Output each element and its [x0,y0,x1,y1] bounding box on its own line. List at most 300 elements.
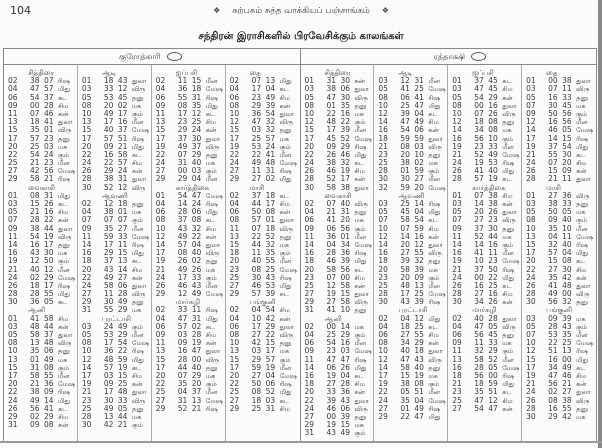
day: 01 [8,190,18,200]
day: 06 [155,92,166,102]
vinadi: 18 [414,346,424,356]
nazhigai: 29 [103,248,114,258]
day: 10 [378,223,388,233]
rasi: மீன [502,249,514,258]
day: 08 [155,215,166,225]
vinadi: 03 [191,166,202,176]
vinadi: 29 [117,330,128,339]
vinadi: 33 [562,92,572,102]
day: 08 [229,215,240,225]
nazhigai: 29 [251,354,262,364]
nazhigai: 14 [474,239,484,249]
vinadi: 29 [191,149,202,159]
nazhigai: 47 [474,84,484,94]
month-heading: சித்திரை [28,69,55,77]
nazhigai: 29 [103,166,114,176]
day: 03 [304,84,315,94]
vinadi: 52 [488,354,498,364]
day: 14 [452,239,462,249]
nazhigai: 36 [177,84,188,94]
vinadi: 54 [265,305,276,315]
day: 19 [526,141,536,151]
rasi: துலா [205,347,221,356]
rasi: மீன [131,118,144,127]
rasi: மக [205,265,216,274]
nazhigai: 04 [400,313,410,323]
vinadi: 55 [414,248,424,258]
day: 24 [526,272,536,282]
vinadi: 07 [44,76,54,86]
vinadi: 25 [488,280,498,290]
rasi: சிம [58,314,69,323]
day: 26 [526,280,536,290]
nazhigai: 00 [326,411,337,421]
nazhigai: 33 [177,305,188,315]
day: 22 [229,379,240,389]
day: 17 [526,362,536,372]
nazhigai: 54 [400,125,410,135]
day: 29 [229,174,240,184]
rasi: ரிஷ [502,371,515,380]
nazhigai: 27 [548,190,558,200]
nazhigai: 20 [103,100,114,110]
day: 03 [81,321,92,331]
rasi: மேஷ [576,232,594,241]
nazhigai: 51 [548,346,558,356]
nazhigai: 18 [474,117,484,127]
column [374,65,448,441]
year-header [4,49,300,65]
day: 04 [304,330,315,339]
rasi: மேஷ [205,191,223,200]
month-heading: தை [249,69,261,77]
day: 02 [81,199,92,208]
day: 24 [229,158,240,168]
nazhigai: 43 [326,428,337,438]
day: 19 [8,256,18,266]
day: 09 [452,223,462,233]
vinadi: 30 [562,149,572,159]
vinadi: 49 [191,289,202,299]
rasi: சிம [354,380,365,389]
vinadi: 05 [562,207,572,217]
nazhigai: 07 [177,370,188,380]
vinadi: 16 [488,289,498,299]
day: 10 [378,100,388,110]
rasi: தனு [428,363,441,372]
vinadi: 22 [488,272,498,282]
rasi: கன் [354,281,365,290]
day: 06 [155,207,166,217]
vinadi: 42 [562,411,572,421]
nazhigai: 13 [30,338,40,348]
day: 20 [81,141,92,151]
rasi: மேஷ [58,167,76,176]
vinadi: 15 [340,289,351,299]
vinadi: 38 [340,182,351,192]
day: 04 [81,207,92,217]
day: 17 [155,248,166,258]
nazhigai: 49 [177,264,188,274]
vinadi: 55 [414,330,424,339]
columns [301,65,597,441]
nazhigai: 57 [177,239,188,249]
vinadi: 19 [265,362,276,372]
vinadi: 29 [414,338,424,348]
vinadi: 35 [265,248,276,258]
nazhigai: 28 [548,321,558,331]
vinadi: 00 [488,370,498,380]
table-row [301,184,374,192]
vinadi: 18 [117,199,128,208]
month-heading: மார்கழி [472,306,497,315]
nazhigai: 39 [400,108,410,118]
month-heading: ஐப்பசி [175,69,198,77]
nazhigai: 27 [251,370,262,380]
vinadi: 06 [414,125,424,135]
nazhigai: 52 [177,403,188,413]
day: 24 [8,272,18,282]
day: 03 [8,321,18,331]
day: 30 [526,411,536,421]
nazhigai: 56 [30,403,40,413]
nazhigai: 00 [548,76,558,86]
rasi: கன் [279,101,291,110]
nazhigai: 35 [30,346,40,356]
vinadi: 17 [44,239,54,249]
day: 16 [304,248,315,258]
vinadi: 43 [414,354,424,364]
vinadi: 02 [191,321,202,331]
day: 05 [378,84,388,94]
nazhigai: 49 [177,231,188,241]
vinadi: 47 [340,354,351,364]
vinadi: 25 [265,264,276,274]
rasi: கும் [502,134,514,143]
vinadi: 05 [44,297,54,307]
rasi: மிது [354,363,367,372]
nazhigai: 12 [326,280,337,290]
vinadi: 45 [488,76,498,86]
nazhigai: 31 [177,395,188,405]
rasi: மேஷ [354,347,372,356]
day: 18 [304,379,315,389]
nazhigai: 56 [548,297,558,307]
rasi: விரு [502,109,516,118]
vinadi: 44 [488,231,498,241]
day: 24 [526,158,536,168]
day: 24 [155,158,166,168]
rasi: ரிஷ [131,240,144,249]
rasi: மிது [576,249,589,258]
nazhigai: 52 [103,182,114,192]
vinadi: 37 [191,141,202,151]
nazhigai: 03 [251,346,262,356]
nazhigai: 42 [30,166,40,176]
nazhigai: 16 [30,239,40,249]
nazhigai: 28 [177,207,188,217]
nazhigai: 17 [326,125,337,135]
day: 15 [229,239,240,249]
nazhigai: 07 [30,108,40,118]
vinadi: 25 [562,338,572,348]
rasi: தனு [131,404,144,413]
day: 22 [229,149,240,159]
vinadi: 49 [562,362,572,372]
day: 24 [8,395,18,405]
rasi: மீன [131,224,144,233]
vinadi: 29 [488,92,498,102]
nazhigai: 38 [326,158,337,168]
day: 09 [304,346,315,356]
rasi: கும் [428,380,440,389]
day: 17 [229,133,240,143]
nazhigai: 29 [251,100,262,110]
vinadi: 56 [562,108,572,118]
rasi: கட [279,396,289,405]
day: 09 [8,223,18,233]
vinadi: 43 [562,321,572,331]
day: 09 [155,100,166,110]
nazhigai: 08 [251,387,262,397]
rasi: துலா [428,134,443,143]
day: 16 [8,248,18,258]
rasi: மக [502,126,512,135]
rasi: மிது [58,396,71,405]
month-heading: ஆவணி [398,191,425,200]
nazhigai: 59 [103,231,114,241]
rasi: கன் [58,109,69,118]
rasi: மிது [131,355,144,364]
nazhigai: 36 [251,108,262,118]
vinadi: 32 [265,125,276,135]
day: 02 [304,199,315,208]
vinadi: 04 [340,370,351,380]
vinadi: 47 [191,190,202,200]
nazhigai: 03 [251,125,262,135]
rasi: மக [576,314,586,323]
vinadi: 57 [117,158,128,168]
rasi: கன் [279,314,291,323]
vinadi: 18 [265,223,276,233]
rasi: ரிஷ [58,388,70,397]
vinadi: 20 [562,158,572,168]
diamond-ornament-icon: ❖ [381,6,389,15]
nazhigai: 28 [177,354,188,364]
vinadi: 54 [414,215,424,225]
vinadi: 16 [340,338,351,348]
rasi: கட [58,93,68,102]
vinadi: 19 [191,338,202,348]
day: 05 [81,330,92,339]
vinadi: 49 [414,403,424,413]
vinadi: 47 [414,100,424,110]
vinadi: 27 [117,272,128,282]
vinadi: 56 [44,166,54,176]
vinadi: 39 [340,256,351,266]
month-heading: புரட்டாசி [398,306,428,315]
rasi: துலா [58,331,73,339]
day: 27 [304,289,315,299]
nazhigai: 49 [103,272,114,282]
day: 14 [452,125,462,135]
nazhigai: 07 [400,223,410,233]
rasi: மக [205,371,216,380]
nazhigai: 23 [177,117,188,127]
day: 09 [452,338,462,348]
vinadi: 03 [44,141,54,151]
day: 24 [304,403,315,413]
rasi: தனு [354,412,367,421]
vinadi: 31 [340,207,351,217]
nazhigai: 09 [103,141,114,151]
nazhigai: 26 [326,149,337,159]
nazhigai: 34 [474,297,484,307]
rasi: கன் [205,126,217,135]
vinadi: 51 [414,387,424,397]
day: 25 [155,387,166,397]
rasi: மக [58,142,68,151]
rasi: தனு [58,240,70,249]
table-row [448,175,521,183]
nazhigai: 54 [326,338,337,348]
rasi: மீன [428,281,440,290]
day: 04 [229,313,240,323]
vinadi: 12 [414,313,424,323]
nazhigai: 27 [474,215,484,225]
vinadi: 26 [488,297,498,307]
vinadi: 40 [562,215,572,225]
vinadi: 29 [44,411,54,421]
nazhigai: 16 [474,280,484,290]
day: 18 [378,256,388,266]
day: 11 [8,108,18,118]
rasi: கட [58,200,68,208]
rasi: கட [428,322,438,331]
day: 23 [229,264,240,274]
nazhigai: 54 [30,231,40,241]
day: 21 [526,379,536,389]
day: 09 [81,223,92,233]
nazhigai: 46 [251,280,262,290]
day: 23 [452,387,462,397]
rasi: மக [131,306,142,315]
nazhigai: 59 [400,182,410,192]
day: 16 [452,133,462,143]
vinadi: 06 [340,403,351,413]
rasi: விரு [279,224,294,233]
nazhigai: 38 [400,158,410,168]
vinadi: 42 [265,313,276,323]
vinadi: 31 [191,92,202,102]
vinadi: 13 [414,280,424,290]
vinadi: 29 [44,272,54,282]
nazhigai: 52 [326,174,337,184]
nazhigai: 16 [548,92,558,102]
vinadi: 22 [44,215,54,225]
day: 04 [155,84,166,94]
rasi: கன் [58,216,69,225]
rasi: மீன [205,281,218,290]
nazhigai: 23 [474,141,484,151]
rasi: கன் [502,298,513,307]
day: 18 [81,256,92,266]
nazhigai: 56 [548,379,558,389]
rasi: மேஷ [502,363,520,372]
rasi: கன் [576,167,587,176]
rasi: விரு [279,331,294,339]
nazhigai: 11 [251,248,262,258]
rasi: மீன [576,224,588,233]
vinadi: 43 [191,280,202,290]
rasi: சிம [205,224,217,233]
nazhigai: 38 [326,84,337,94]
nazhigai: 47 [400,354,410,364]
rasi: துலா [131,281,147,290]
rasi: மிது [576,355,589,364]
table-row [522,175,596,183]
table-row [4,175,77,183]
day: 27 [155,395,166,405]
nazhigai: 58 [326,264,337,274]
rasi: கன் [279,208,291,217]
vinadi: 08 [44,420,54,430]
rasi: ரிஷ [354,249,367,258]
nazhigai: 17 [251,321,262,331]
day: 15 [8,125,18,135]
nazhigai: 09 [30,420,40,430]
vinadi: 48 [44,338,54,348]
day: 14 [304,362,315,372]
rasi: கும் [502,240,514,249]
nazhigai: 04 [548,231,558,241]
nazhigai: 25 [400,100,410,110]
nazhigai: 15 [30,199,40,208]
nazhigai: 38 [103,174,114,184]
vinadi: 26 [488,207,498,217]
rasi: கட [502,175,512,184]
rasi: துலா [354,290,369,299]
nazhigai: 58 [326,182,337,192]
vinadi: 24 [44,149,54,159]
rasi: மக [354,421,364,430]
nazhigai: 49 [548,289,558,299]
nazhigai: 16 [103,149,114,159]
nazhigai: 58 [400,362,410,372]
day: 29 [378,411,388,421]
day: 25 [81,403,92,413]
nazhigai: 50 [251,207,262,217]
nazhigai: 47 [400,117,410,127]
day: 26 [304,166,315,176]
day: 22 [81,272,92,282]
rasi: கட [354,159,364,168]
vinadi: 06 [340,84,351,94]
rasi: கட [354,265,364,274]
rasi: மீன [576,331,588,339]
day: 20 [81,264,92,274]
vinadi: 15 [265,338,276,348]
vinadi: 11 [562,174,572,184]
nazhigai: 17 [103,117,114,127]
day: 26 [81,166,92,176]
vinadi: 54 [265,108,276,118]
nazhigai: 19 [474,158,484,168]
vinadi: 26 [44,199,54,208]
column [4,65,78,441]
rasi: மீன [205,175,218,184]
day: 17 [526,133,536,143]
